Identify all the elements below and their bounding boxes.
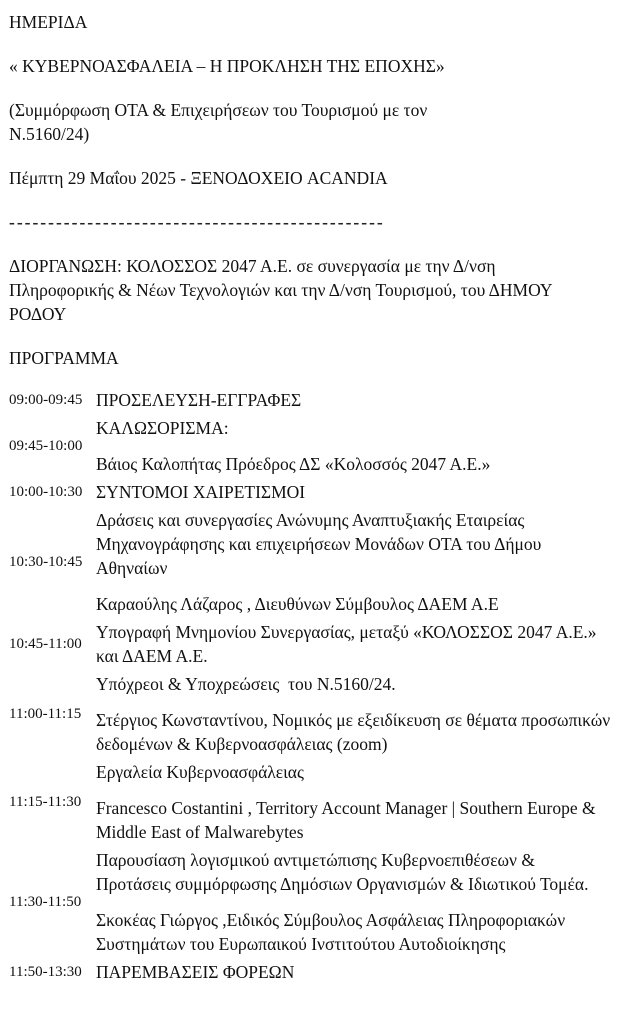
schedule-row: [9, 386, 613, 414]
session-paragraph: ΠΡΟΣΕΛΕΥΣΗ-ΕΓΓΡΑΦΕΣ: [96, 390, 302, 410]
paragraph-gap: [96, 896, 613, 908]
session-details: [96, 480, 613, 504]
time-range: 09:00-09:45: [9, 392, 83, 408]
event-subtitle: (Συμμόρφωση ΟΤΑ & Επιχειρήσεων του Τουρισμού με τον Ν.5160/24): [9, 100, 432, 144]
schedule-row: [9, 958, 613, 986]
session-paragraph: Σκοκέας Γιώργος ,Ειδικός Σύμβουλος Ασφάλειας Πληροφοριακών Συστημάτων του Ευρωπαικού Ινστιτούτου Αυτοδιοίκησης: [96, 910, 570, 954]
event-type-heading: ΗΜΕΡΙΔΑ: [9, 12, 88, 32]
time-range: 11:15-11:30: [9, 794, 82, 810]
session-details: [96, 672, 613, 756]
schedule-row: [9, 414, 613, 478]
session-paragraph: ΠΑΡΕΜΒΑΣΕΙΣ ΦΟΡΕΩΝ: [96, 962, 295, 982]
session-details: [96, 848, 613, 956]
time-range: 10:30-10:45: [9, 554, 83, 570]
session-paragraph: Δράσεις και συνεργασίες Ανώνυμης Αναπτυξιακής Εταιρείας Μηχανογράφησης και επιχειρήσεων Μονάδων ΟΤΑ του Δήμου Αθηναίων: [96, 510, 545, 578]
session-details: [96, 416, 613, 476]
session-paragraph: Καραούλης Λάζαρος , Διευθύνων Σύμβουλος ΔΑΕΜ Α.Ε: [96, 594, 499, 614]
schedule-row: [9, 846, 613, 958]
time-range: 11:00-11:15: [9, 706, 82, 722]
paragraph-gap: [96, 784, 613, 796]
time-range: 10:00-10:30: [9, 484, 83, 500]
session-paragraph: Βάιος Καλοπήτας Πρόεδρος ΔΣ «Κολοσσός 2047 Α.Ε.»: [96, 454, 491, 474]
separator-line: ------------------------------------------------: [9, 212, 385, 232]
organizer-line: ΔΙΟΡΓΑΝΩΣΗ: ΚΟΛΟΣΣΟΣ 2047 Α.Ε. σε συνεργασία με την Δ/νση Πληροφορικής & Νέων Τεχνολογιών και την Δ/νση Τουρισμού, του ΔΗΜΟΥ ΡΟΔΟΥ: [9, 256, 557, 324]
session-details: [96, 620, 613, 668]
session-paragraph: Στέργιος Κωνσταντίνου, Νομικός με εξειδίκευση σε θέματα προσωπικών δεδομένων & Κυβερνοασφάλειας (zoom): [96, 710, 615, 754]
session-details: [96, 960, 613, 984]
time-range: 11:50-13:30: [9, 964, 82, 980]
session-paragraph: Υπογραφή Μνημονίου Συνεργασίας, μεταξύ «ΚΟΛΟΣΣΟΣ 2047 Α.Ε.» και ΔΑΕΜ Α.Ε.: [96, 622, 601, 666]
schedule-row: [9, 478, 613, 506]
session-paragraph: Υπόχρεοι & Υποχρεώσεις του Ν.5160/24.: [96, 674, 396, 694]
paragraph-gap: [96, 440, 613, 452]
session-paragraph: ΚΑΛΩΣΟΡΙΣΜΑ:: [96, 418, 229, 438]
schedule-row: [9, 506, 613, 618]
session-details: [96, 388, 613, 412]
session-details: [96, 508, 613, 616]
event-date-venue: Πέμπτη 29 Μαΐου 2025 - ΞΕΝΟΔΟΧΕΙΟ ACANDIA: [9, 168, 388, 188]
time-range: 10:45-11:00: [9, 636, 82, 652]
session-paragraph: Εργαλεία Κυβερνοασφάλειας: [96, 762, 304, 782]
session-paragraph: ΣΥΝΤΟΜΟΙ ΧΑΙΡΕΤΙΣΜΟΙ: [96, 482, 306, 502]
paragraph-gap: [96, 696, 613, 708]
paragraph-gap: [96, 580, 613, 592]
schedule-row: [9, 670, 613, 758]
session-paragraph: Francesco Costantini , Territory Account Manager | Southern Europe & Middle East of Malwarebytes: [96, 798, 600, 842]
time-range: 09:45-10:00: [9, 438, 83, 454]
session-paragraph: Παρουσίαση λογισμικού αντιμετώπισης Κυβερνοεπιθέσεων & Προτάσεις συμμόρφωσης Δημόσιων Οργανισμών & Ιδιωτικού Τομέα.: [96, 850, 589, 894]
schedule-row: [9, 618, 613, 670]
program-heading: ΠΡΟΓΡΑΜΜΑ: [9, 348, 119, 368]
session-details: [96, 760, 613, 844]
schedule-table: [9, 386, 613, 986]
time-range: 11:30-11:50: [9, 894, 82, 910]
event-title: « ΚΥΒΕΡΝΟΑΣΦΑΛΕΙΑ – Η ΠΡΟΚΛΗΣΗ ΤΗΣ ΕΠΟΧΗΣ»: [9, 56, 445, 76]
schedule-row: [9, 758, 613, 846]
